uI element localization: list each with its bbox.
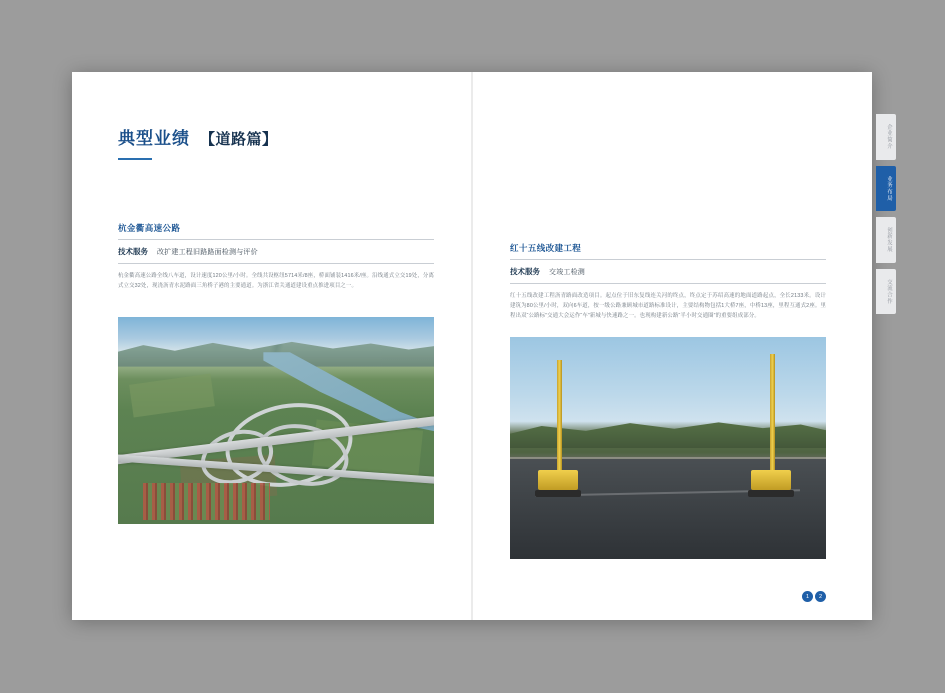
page-number-digit: 2 [815, 591, 826, 602]
project-block-left [118, 222, 434, 291]
tab-company-profile[interactable]: 企业简介 [876, 114, 896, 160]
rig-body [538, 470, 578, 490]
page-number [802, 591, 826, 602]
rig-tracks [535, 490, 581, 497]
divider [510, 283, 826, 284]
rig-mast [557, 360, 562, 472]
page-number-digit: 1 [802, 591, 813, 602]
service-row [510, 260, 826, 283]
project-description: 红十五线改建工程沥青路面改造项目。起点位于旧东复线连关河的终点，终点定于苏绍高速的地面道路起点，全长2133米。设计建筑为80公里/小时，双向6车道，按一级公路兼顾城市道路标准设计，主要结构物包括1大桥7座，中桥13座，里程互通式2座。里程出双“公路标”交通大会运作“车”新城与快速路之一。也现构建新公路“半小时交通圈”的重要组成部分。 [510, 293, 826, 319]
brochure-spread [72, 72, 892, 620]
project-title: 杭金衢高速公路 [118, 223, 181, 233]
tab-cooperation[interactable]: 交流合作 [876, 269, 896, 315]
service-label: 技术服务 [118, 247, 148, 256]
page-title [118, 124, 434, 149]
photo-village [143, 483, 269, 520]
left-page [72, 72, 472, 620]
project-title: 红十五线改建工程 [510, 243, 582, 253]
headline-main: 典型业绩 [118, 129, 190, 148]
rig-tracks [748, 490, 794, 497]
project-block-right [510, 242, 826, 321]
photo-drill-rig [538, 360, 581, 497]
photo-drill-rig [751, 354, 794, 497]
right-page [472, 72, 872, 620]
service-row [118, 240, 434, 263]
divider [118, 263, 434, 264]
tab-innovation[interactable]: 创新发展 [876, 217, 896, 263]
section-tabs [872, 114, 906, 314]
service-label: 技术服务 [510, 267, 540, 276]
rig-body [751, 470, 791, 490]
rig-mast [770, 354, 775, 472]
title-underline [118, 158, 152, 160]
project-photo-roadworks [510, 337, 826, 559]
service-value: 交竣工检测 [549, 269, 585, 276]
project-photo-interchange [118, 317, 434, 524]
service-value: 改扩建工程旧路路面检测与评价 [157, 249, 258, 256]
photo-field [129, 374, 215, 418]
project-description: 杭金衢高速公路全线八车道，设计速度120公里/小时。全线共设枢纽5714米/8座，桥面铺装1416米/座。沿线通式立交19处，分离式立交32处，现浇沥青水泥路面三角桥子港的主要通道。为浙江省关通道建设重点推进项目之一。 [118, 273, 434, 289]
tab-business-layout[interactable]: 业务布局 [876, 166, 896, 212]
headline-sub: 【道路篇】 [200, 131, 278, 148]
